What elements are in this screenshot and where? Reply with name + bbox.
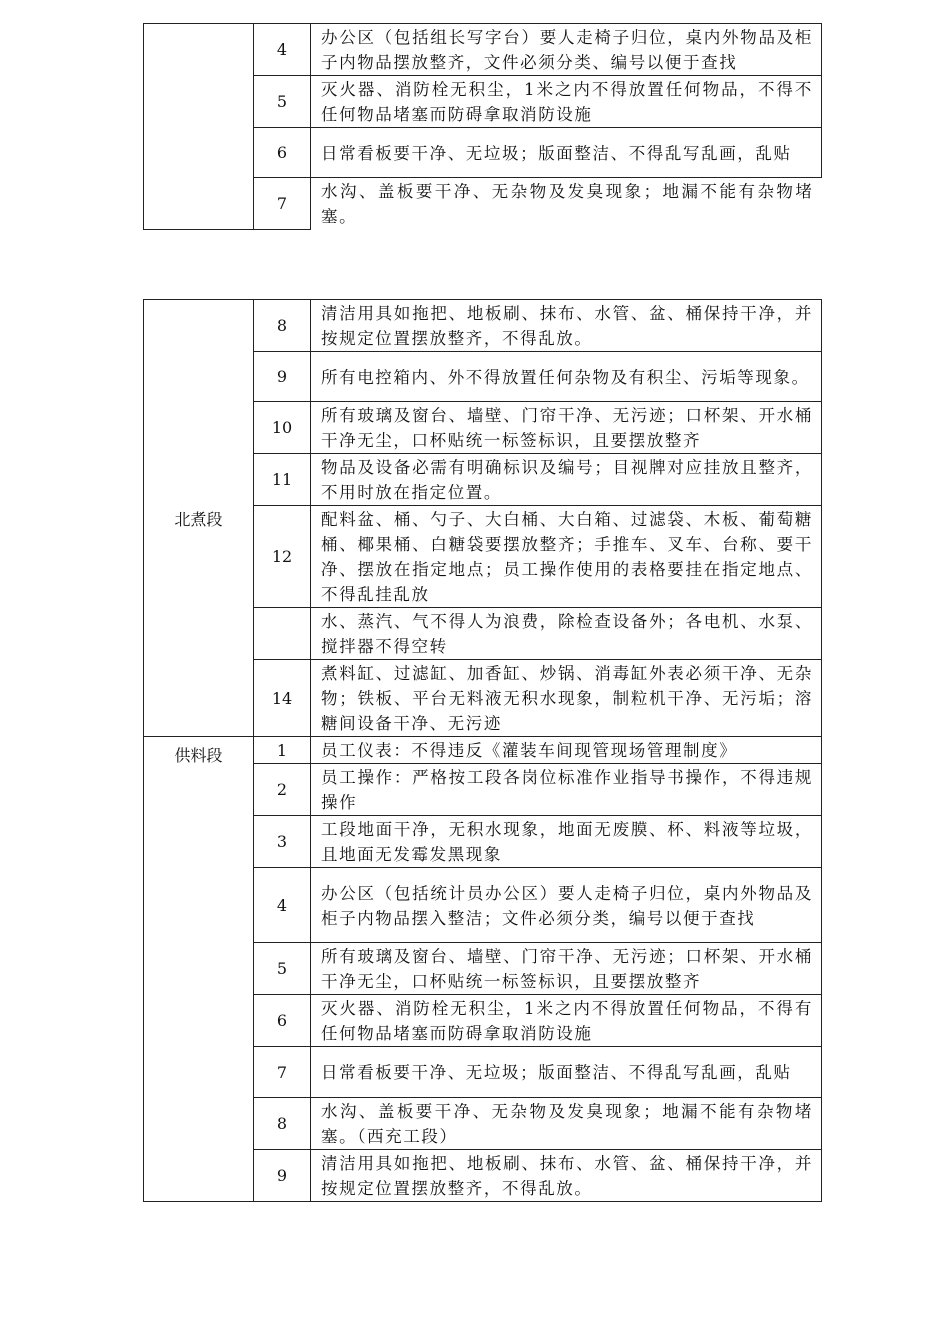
item-number: 5 [254, 76, 311, 128]
item-text: 日常看板要干净、无垃圾；版面整洁、不得乱写乱画，乱贴 [311, 128, 822, 178]
item-number: 9 [254, 1150, 311, 1202]
item-number: 9 [254, 352, 311, 402]
item-number: 5 [254, 943, 311, 995]
item-text: 灭火器、消防栓无积尘，1米之内不得放置任何物品，不得有任何物品堵塞而防碍拿取消防设施 [311, 995, 822, 1047]
item-text: 灭火器、消防栓无积尘，1米之内不得放置任何物品，不得不任何物品堵塞而防碍拿取消防设施 [311, 76, 822, 128]
item-text: 配料盆、桶、勺子、大白桶、大白箱、过滤袋、木板、葡萄糖桶、椰果桶、白糖袋要摆放整齐；手推车、叉车、台称、要干净、摆放在指定地点；员工操作使用的表格要挂在指定地点、不得乱挂乱放 [311, 506, 822, 608]
item-number: 8 [254, 300, 311, 352]
item-number: 11 [254, 454, 311, 506]
item-number: 6 [254, 995, 311, 1047]
item-number: 8 [254, 1098, 311, 1150]
section-cell-empty [144, 24, 254, 230]
item-number: 1 [254, 737, 311, 764]
item-number: 10 [254, 402, 311, 454]
item-number: 12 [254, 506, 311, 608]
section-name-gongliao: 供料段 [144, 737, 254, 1202]
item-number: 2 [254, 764, 311, 816]
item-text: 水沟、盖板要干净、无杂物及发臭现象；地漏不能有杂物堵塞。 [311, 178, 822, 230]
item-number [254, 608, 311, 660]
item-number: 7 [254, 178, 311, 230]
item-text: 清洁用具如拖把、地板刷、抹布、水管、盆、桶保持干净，并按规定位置摆放整齐，不得乱放。 [311, 300, 822, 352]
item-text: 所有电控箱内、外不得放置任何杂物及有积尘、污垢等现象。 [311, 352, 822, 402]
item-text: 员工操作：严格按工段各岗位标准作业指导书操作，不得违规操作 [311, 764, 822, 816]
item-text: 所有玻璃及窗台、墙壁、门帘干净、无污迹；口杯架、开水桶干净无尘，口杯贴统一标签标识，且要摆放整齐 [311, 943, 822, 995]
item-number: 4 [254, 24, 311, 76]
item-number: 4 [254, 868, 311, 943]
item-text: 工段地面干净，无积水现象，地面无废膜、杯、料液等垃圾，且地面无发霉发黑现象 [311, 816, 822, 868]
item-text: 办公区（包括统计员办公区）要人走椅子归位，桌内外物品及柜子内物品摆入整洁；文件必须分类，编号以便于查找 [311, 868, 822, 943]
checklist-table-continued [143, 23, 822, 230]
item-number: 6 [254, 128, 311, 178]
item-text: 物品及设备必需有明确标识及编号；目视牌对应挂放且整齐，不用时放在指定位置。 [311, 454, 822, 506]
item-text: 员工仪表：不得违反《灌装车间现管现场管理制度》 [311, 737, 822, 764]
item-text: 水、蒸汽、气不得人为浪费，除检查设备外；各电机、水泵、搅拌器不得空转 [311, 608, 822, 660]
item-number: 7 [254, 1047, 311, 1098]
item-text: 所有玻璃及窗台、墙壁、门帘干净、无污迹；口杯架、开水桶干净无尘，口杯贴统一标签标识，且要摆放整齐 [311, 402, 822, 454]
section-name-beizhu: 北煮段 [144, 300, 254, 737]
item-number: 3 [254, 816, 311, 868]
checklist-table-main [143, 299, 822, 1202]
item-text: 水沟、盖板要干净、无杂物及发臭现象；地漏不能有杂物堵塞。（西充工段） [311, 1098, 822, 1150]
item-text: 日常看板要干净、无垃圾；版面整洁、不得乱写乱画，乱贴 [311, 1047, 822, 1098]
item-text: 清洁用具如拖把、地板刷、抹布、水管、盆、桶保持干净，并按规定位置摆放整齐，不得乱放。 [311, 1150, 822, 1202]
item-text: 煮料缸、过滤缸、加香缸、炒锅、消毒缸外表必须干净、无杂物；铁板、平台无料液无积水现象，制粒机干净、无污垢；溶糖间设备干净、无污迹 [311, 660, 822, 737]
item-text: 办公区（包括组长写字台）要人走椅子归位，桌内外物品及柜子内物品摆放整齐，文件必须分类、编号以便于查找 [311, 24, 822, 76]
item-number: 14 [254, 660, 311, 737]
